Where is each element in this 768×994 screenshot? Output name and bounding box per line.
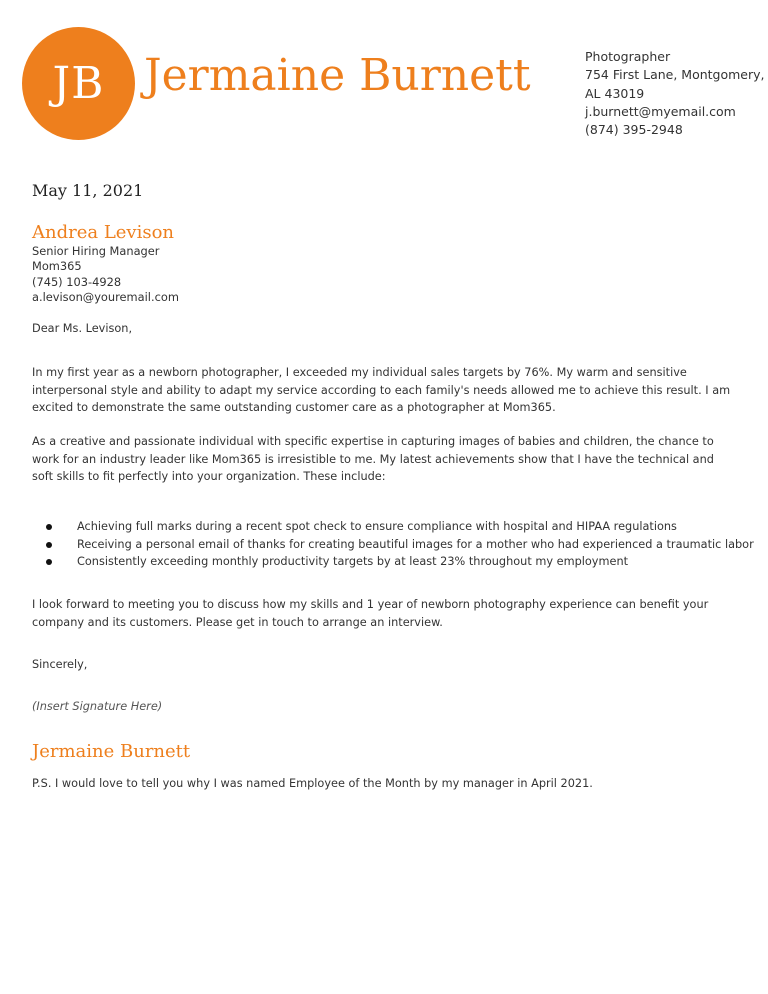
paragraph-3: I look forward to meeting you to discuss how my skills and 1 year of newborn photography experience can benefit your company and its customers. Please get in touch to arrange an interview. xyxy=(32,598,709,629)
contact-title: Photographer xyxy=(585,49,671,64)
list-item xyxy=(32,553,732,571)
recipient-name: Andrea Levison xyxy=(32,222,175,243)
list-item xyxy=(32,536,754,554)
list-item-text: Consistently exceeding monthly productivity targets by at least 23% throughout my employment xyxy=(77,555,629,568)
achievement-list xyxy=(32,518,754,571)
list-item xyxy=(32,518,732,536)
paragraph-2: As a creative and passionate individual with specific expertise in capturing images of babies and children, the chance to work for an industry leader like Mom365 is irresistible to me. My latest achievements show that I have the technical and soft skills to fit perfectly into your organization. These include: xyxy=(32,435,714,483)
bullet-icon xyxy=(46,524,52,530)
postscript: P.S. I would love to tell you why I was named Employee of the Month by my manager in April 2021. xyxy=(32,777,593,790)
monogram-badge xyxy=(22,27,135,140)
list-item-text: Receiving a personal email of thanks for creating beautiful images for a mother who had experienced a traumatic labor xyxy=(77,537,754,551)
recipient-title: Senior Hiring Manager xyxy=(32,244,160,258)
contact-block xyxy=(585,48,765,139)
contact-phone: (874) 395-2948 xyxy=(585,122,683,138)
bullet-icon xyxy=(46,542,52,548)
contact-email: j.burnett@myemail.com xyxy=(585,103,736,119)
letter-date: May 11, 2021 xyxy=(32,181,144,200)
monogram-initials: JB xyxy=(52,58,105,109)
recipient-company: Mom365 xyxy=(32,259,82,274)
list-item-text: Achieving full marks during a recent spot check to ensure compliance with hospital and HIPAA regulations xyxy=(77,520,677,533)
header-name: Jermaine Burnett xyxy=(144,50,531,101)
recipient-email: a.levison@youremail.com xyxy=(32,289,179,304)
contact-address-line2: AL 43019 xyxy=(585,85,645,101)
salutation: Dear Ms. Levison, xyxy=(32,322,133,335)
signature-placeholder: (Insert Signature Here) xyxy=(32,700,163,713)
paragraph-1: In my first year as a newborn photographer, I exceeded my individual sales targets by 76%. My warm and sensitive interpersonal style and ability to adapt my service according to each family's needs allowed me to achieve this result. I am excited to demonstrate the same outstanding customer care as a photographer at Mom365. xyxy=(32,366,731,414)
sender-name: Jermaine Burnett xyxy=(32,741,191,762)
recipient-phone: (745) 103-4928 xyxy=(32,274,122,289)
recipient-block xyxy=(32,244,179,305)
bullet-icon xyxy=(46,559,52,565)
closing: Sincerely, xyxy=(32,658,88,671)
contact-address-line1: 754 First Lane, Montgomery, xyxy=(585,67,765,83)
